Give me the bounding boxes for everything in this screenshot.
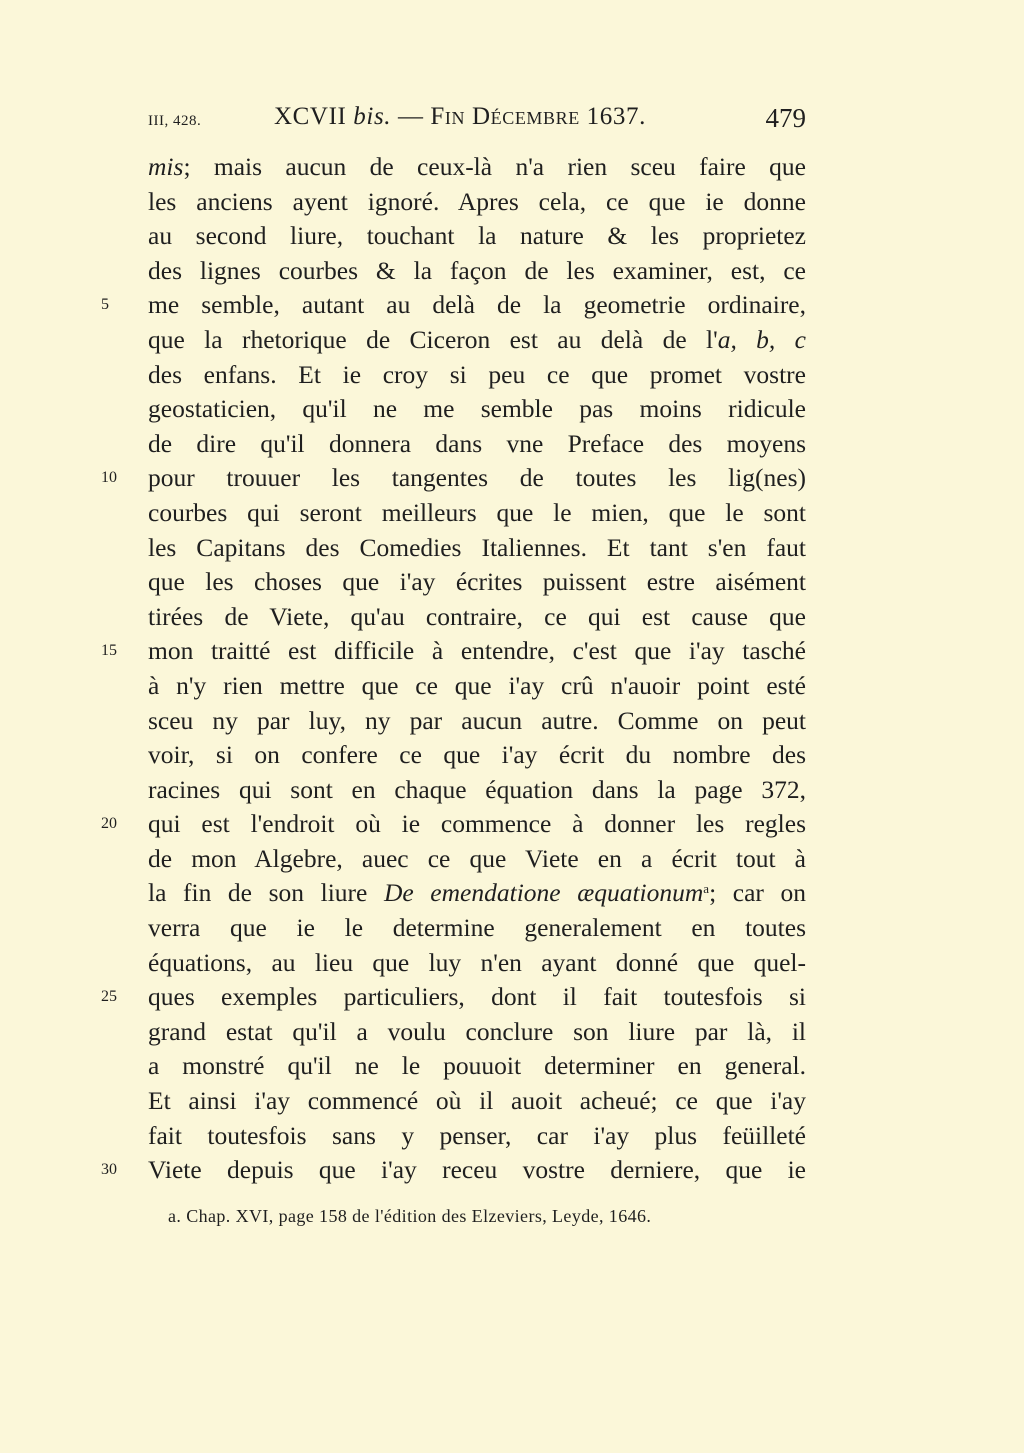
line-text: Et ainsi i'ay commencé où il auoit acheué; ce que i'ay [148, 1086, 806, 1116]
text-line [148, 150, 806, 185]
text-line [101, 980, 806, 1015]
line-number: 25 [101, 988, 117, 1006]
text-line [101, 634, 806, 669]
letter-title-date: — Fin Décembre 1637. [391, 103, 646, 130]
line-text: racines qui sont en chaque équation dans la page 372, [148, 774, 806, 804]
line-number: 30 [101, 1161, 117, 1179]
line-text: sceu ny par luy, ny par aucun autre. Comme on peut [148, 705, 806, 735]
line-text: mon traitté est difficile à entendre, c'est que i'ay tasché [148, 636, 806, 666]
line-number: 20 [101, 815, 117, 833]
text-line [148, 1084, 806, 1119]
line-text: de dire qu'il donnera dans vne Preface des moyens [148, 428, 806, 458]
line-text-after: ; car on [709, 878, 806, 908]
letter-title-number: XCVII [274, 103, 354, 130]
text-line [148, 358, 806, 393]
footnote-marker: a [703, 881, 710, 897]
line-text: verra que ie le determine generalement en toutes [148, 913, 806, 943]
text-line [148, 427, 806, 462]
text-line [148, 565, 806, 600]
text-line [148, 531, 806, 566]
text-line [148, 1049, 806, 1084]
text-line [148, 946, 806, 981]
body-text [101, 150, 806, 1188]
text-line [148, 1119, 806, 1154]
text-line [148, 185, 806, 220]
line-text: me semble, autant au delà de la geometrie ordinaire, [148, 290, 806, 320]
text-line [148, 1015, 806, 1050]
text-line [148, 876, 806, 911]
text-line [101, 1153, 806, 1188]
line-text: les Capitans des Comedies Italiennes. Et tant s'en faut [148, 532, 806, 562]
line-text: ques exemples particuliers, dont il fait toutesfois si [148, 982, 806, 1012]
line-text: que les choses que i'ay écrites puissent estre aisément [148, 567, 806, 597]
line-text: la fin de son liure [148, 878, 384, 908]
line-text: pour trouuer les tangentes de toutes les lig(nes) [148, 463, 806, 493]
line-number: 5 [101, 296, 109, 314]
line-text: les anciens ayent ignoré. Apres cela, ce que ie donne [148, 186, 806, 216]
line-number: 15 [101, 642, 117, 660]
line-text: que la rhetorique de Ciceron est au delà de l' [148, 324, 718, 354]
text-line [148, 323, 806, 358]
line-text: Viete depuis que i'ay receu vostre derniere, que ie [148, 1155, 806, 1185]
text-line [148, 773, 806, 808]
line-text: voir, si on confere ce que i'ay écrit du nombre des [148, 740, 806, 770]
italic-text: a, b, c [717, 324, 806, 354]
line-text: à n'y rien mettre que ce que i'ay crû n'auoir point esté [148, 670, 806, 700]
text-line [101, 288, 806, 323]
line-text: courbes qui seront meilleurs que le mien, que le sont [148, 497, 806, 527]
line-text: geostaticien, qu'il ne me semble pas moins ridicule [148, 394, 806, 424]
line-text: de mon Algebre, auec ce que Viete en a écrit tout à [148, 843, 806, 873]
footnote: a. Chap. XVI, page 158 de l'édition des Elzeviers, Leyde, 1646. [168, 1206, 652, 1226]
text-line [148, 842, 806, 877]
text-line [148, 219, 806, 254]
line-text: des lignes courbes & la façon de les examiner, est, ce [148, 255, 806, 285]
letter-title-bis: bis. [353, 103, 392, 130]
text-line [101, 461, 806, 496]
line-text: fait toutesfois sans y penser, car i'ay plus feüilleté [148, 1120, 806, 1150]
italic-text: mis [148, 152, 184, 181]
line-text: tirées de Viete, qu'au contraire, ce qui est cause que [148, 601, 806, 631]
text-line [148, 669, 806, 704]
text-line [101, 807, 806, 842]
text-line [148, 704, 806, 739]
text-line [148, 496, 806, 531]
page-number: 479 [765, 103, 806, 133]
letter-title [274, 103, 646, 131]
line-text: des enfans. Et ie croy si peu ce que promet vostre [148, 359, 806, 389]
text-line [148, 392, 806, 427]
line-text: qui est l'endroit où ie commence à donner les regles [148, 809, 806, 839]
text-line [148, 738, 806, 773]
text-line [148, 254, 806, 289]
line-text: au second liure, touchant la nature & les proprietez [148, 221, 806, 251]
text-line [148, 911, 806, 946]
line-text: a monstré qu'il ne le pouuoit determiner en general. [148, 1051, 806, 1081]
line-text: équations, au lieu que luy n'en ayant donné que quel- [148, 947, 806, 977]
line-text: ; mais aucun de ceux-là n'a rien sceu faire que [183, 152, 806, 181]
running-head [148, 103, 806, 143]
volume-reference: III, 428. [148, 113, 202, 129]
text-line [148, 600, 806, 635]
line-text: grand estat qu'il a voulu conclure son liure par là, il [148, 1016, 806, 1046]
line-number: 10 [101, 469, 117, 487]
italic-text: De emendatione æquationum [383, 878, 704, 908]
